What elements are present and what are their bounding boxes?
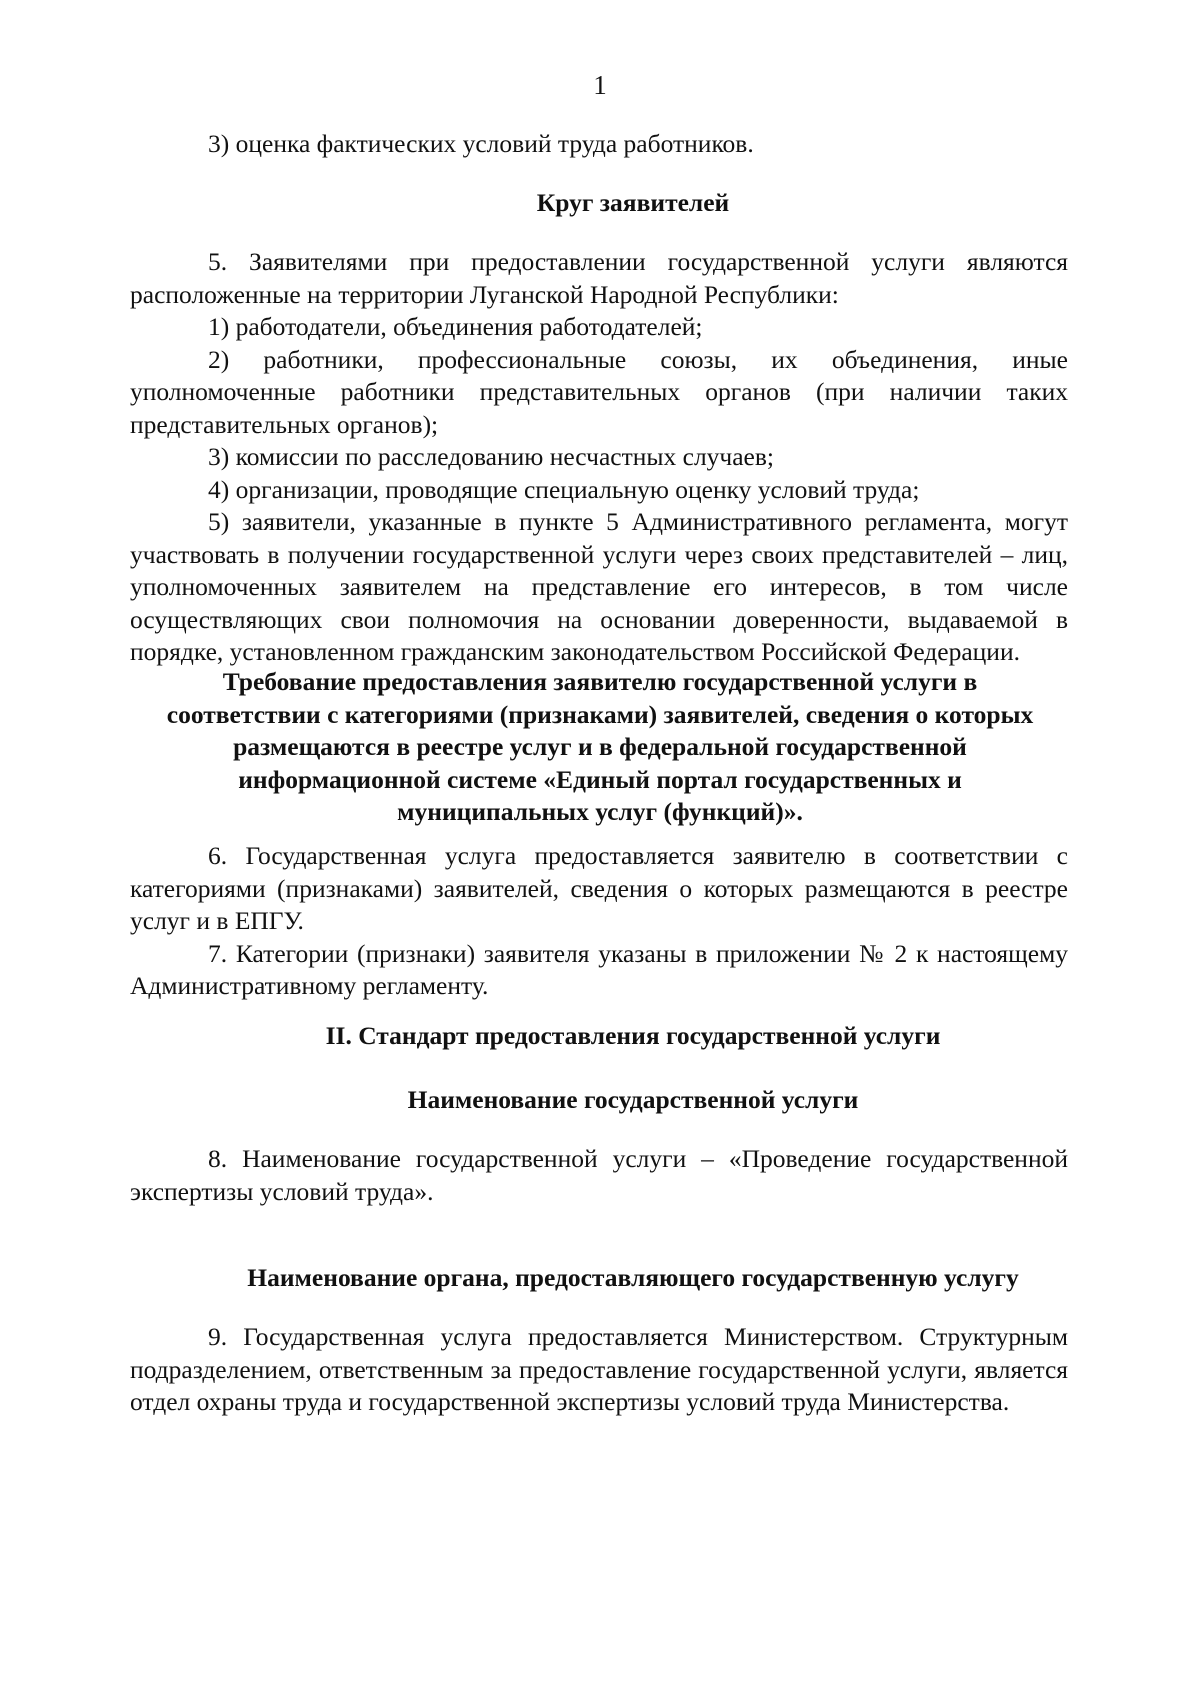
paragraph-5-item-1: 1) работодатели, объединения работодателей; bbox=[208, 312, 703, 341]
paragraph-6: 6. Государственная услуга предоставляется заявителю в соответствии с категориями (признаками) заявителей, сведения о которых размещаются в реестре услуг и в ЕПГУ. bbox=[130, 841, 1068, 935]
paragraph-6-7-block bbox=[130, 840, 1068, 1003]
paragraph-5-item-4: 4) организации, проводящие специальную оценку условий труда; bbox=[208, 474, 920, 504]
paragraph-3 bbox=[130, 128, 1068, 161]
paragraph-5-block bbox=[130, 246, 1068, 669]
heading-standard: II. Стандарт предоставления государственной услуги bbox=[325, 1021, 941, 1050]
paragraph-5-item-5: 5) заявители, указанные в пункте 5 Административного регламента, могут участвовать в получении государственной услуги через своих представителей – лиц, уполномоченных заявителем на представление его интересов, в том числе осуществляющих свои полномочия на основании доверенности, выдаваемой в порядке, установленном гражданским законодательством Российской Федерации. bbox=[130, 507, 1068, 666]
paragraph-7: 7. Категории (признаки) заявителя указаны в приложении № 2 к настоящему Административному регламенту. bbox=[130, 938, 1068, 1000]
paragraph-5-item-3: 3) комиссии по расследованию несчастных случаев; bbox=[208, 442, 775, 471]
paragraph-8: 8. Наименование государственной услуги – «Проведение государственной экспертизы условий труда». bbox=[130, 1144, 1068, 1206]
heading-applicants-circle: Круг заявителей bbox=[536, 188, 730, 217]
paragraph-5: 5. Заявителями при предоставлении государственной услуги являются расположенные на территории Луганской Народной Республики: bbox=[130, 247, 1068, 309]
heading-service-name: Наименование государственной услуги bbox=[407, 1085, 859, 1114]
paragraph-5-item-2: 2) работники, профессиональные союзы, их объединения, иные уполномоченные работники представительных органов (при наличии таких представительных органов); bbox=[130, 344, 1068, 439]
paragraph-9-block bbox=[130, 1321, 1068, 1419]
page-number: 1 bbox=[593, 70, 607, 100]
heading-organ: Наименование органа, предоставляющего государственную услугу bbox=[247, 1263, 1019, 1292]
paragraph-8-block bbox=[130, 1143, 1068, 1208]
heading-requirement: Требование предоставления заявителю государственной услуги в соответствии с категориями (признаками) заявителей, сведения о которых размещаются в реестре услуг и в федеральной государственной информационной системе «Единый портал государственных и муниципальных услуг (функций)». bbox=[166, 667, 1034, 826]
paragraph-text: 3) оценка фактических условий труда работников. bbox=[208, 129, 754, 158]
paragraph-9: 9. Государственная услуга предоставляется Министерством. Структурным подразделением, ответственным за предоставление государственной услуги, является отдел охраны труда и государственной экспертизы условий труда Министерства. bbox=[130, 1322, 1068, 1416]
